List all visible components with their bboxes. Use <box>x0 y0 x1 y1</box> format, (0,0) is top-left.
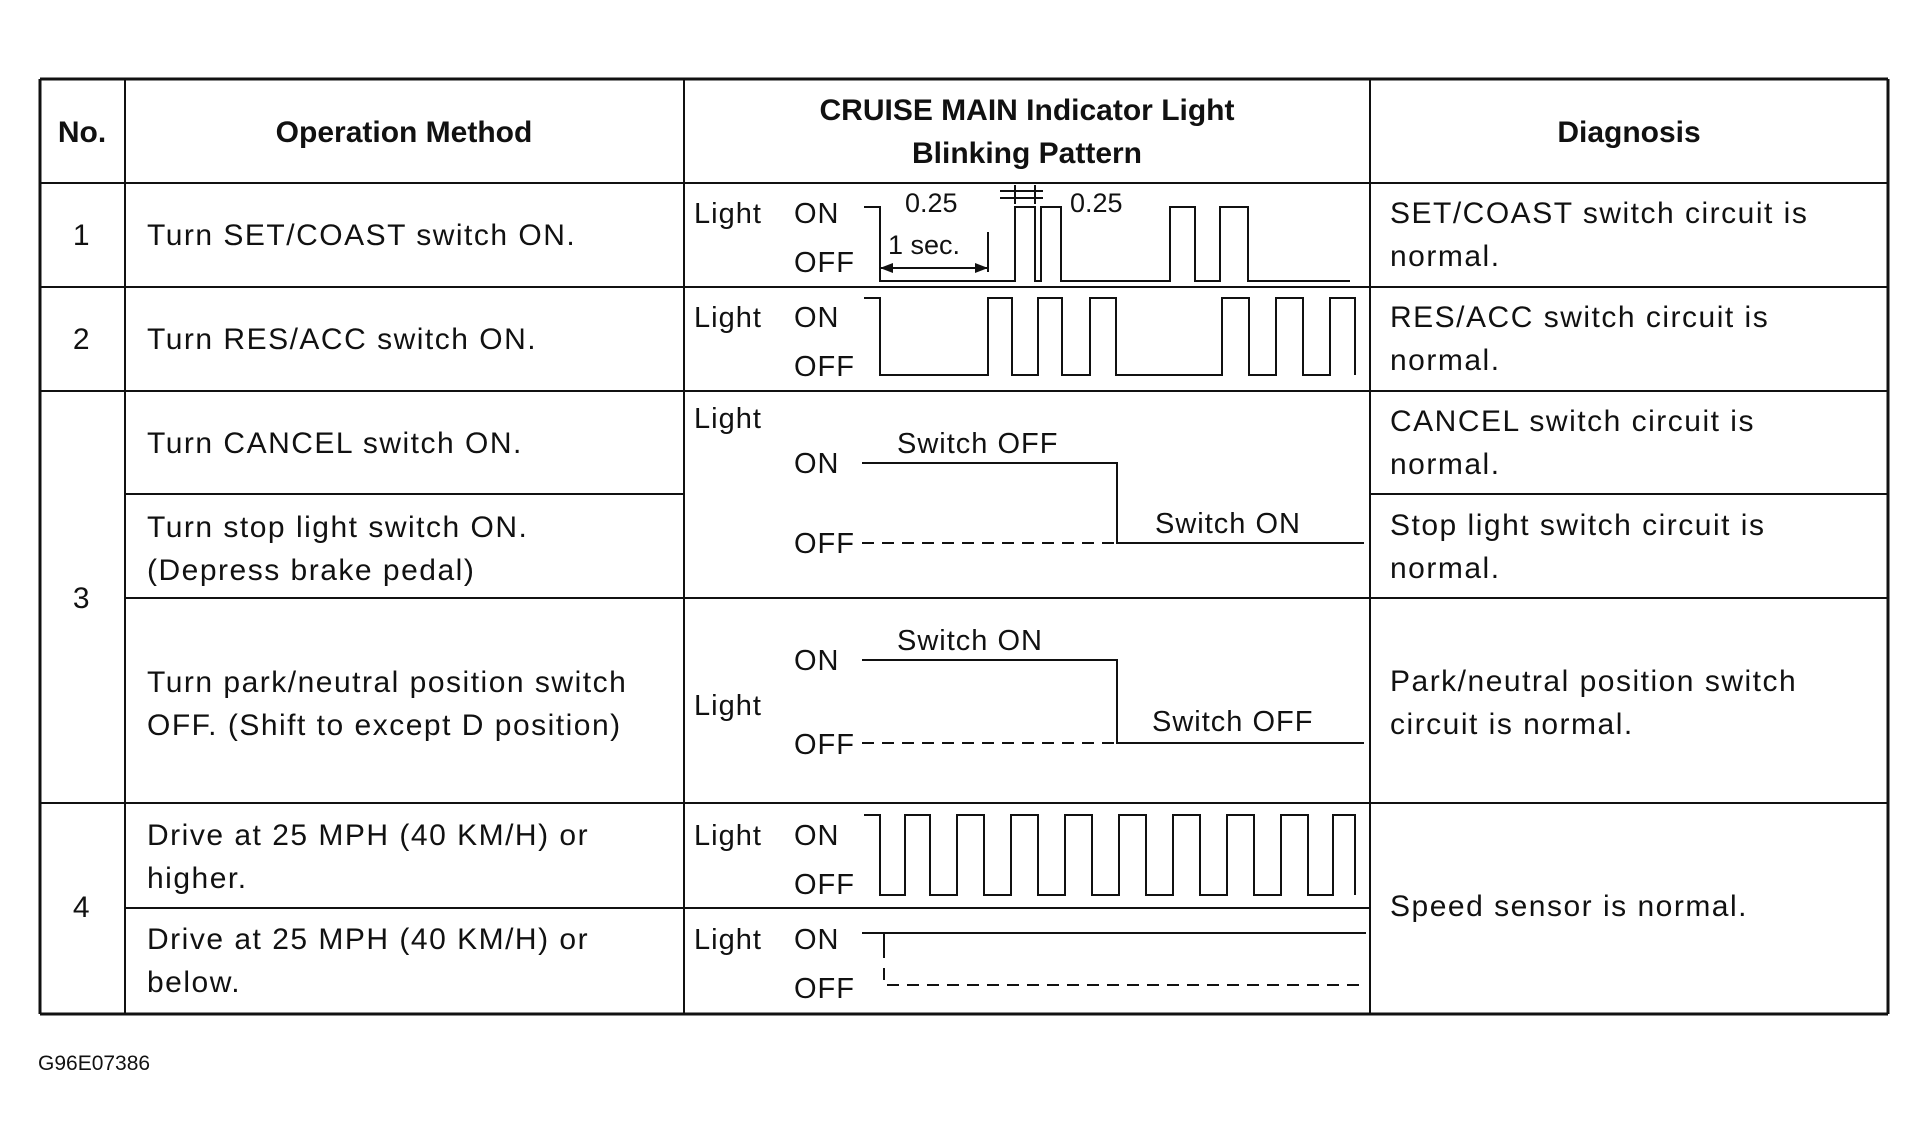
operation-text: Turn CANCEL switch ON. <box>147 427 523 460</box>
header-pattern-line2: Blinking Pattern <box>911 137 1143 170</box>
operation-text: (Depress brake pedal) <box>147 554 476 587</box>
diagnosis-text: circuit is normal. <box>1390 708 1634 741</box>
speed-pulse-waveform <box>864 815 1355 895</box>
off-time-label: 0.25 <box>1070 188 1123 218</box>
operation-text: Turn stop light switch ON. <box>147 511 529 544</box>
on-label: ON <box>794 302 840 334</box>
diagnosis-text: normal. <box>1390 240 1501 273</box>
operation-text: below. <box>147 966 242 999</box>
off-label: OFF <box>794 869 855 901</box>
switch-state-label: Switch ON <box>897 625 1043 657</box>
header-no: No. <box>57 116 107 149</box>
operation-text: Drive at 25 MPH (40 KM/H) or <box>147 923 590 956</box>
light-label: Light <box>694 403 762 435</box>
on-label: ON <box>794 645 840 677</box>
steady-waveform-dashed <box>884 968 1366 985</box>
header-diagnosis: Diagnosis <box>1557 116 1701 149</box>
on-label: ON <box>794 820 840 852</box>
diagnosis-text: normal. <box>1390 344 1501 377</box>
row-number: 4 <box>72 891 92 924</box>
on-label: ON <box>794 448 840 480</box>
off-label: OFF <box>794 351 855 383</box>
light-label: Light <box>694 924 762 956</box>
diagnosis-text: RES/ACC switch circuit is <box>1390 301 1770 334</box>
off-label: OFF <box>794 247 855 279</box>
diagnosis-text: normal. <box>1390 448 1501 481</box>
figure-id: G96E07386 <box>38 1052 151 1075</box>
diagnosis-text: normal. <box>1390 552 1501 585</box>
off-label: OFF <box>794 973 855 1005</box>
light-label: Light <box>694 820 762 852</box>
on-label: ON <box>794 924 840 956</box>
diagnosis-text: Park/neutral position switch <box>1390 665 1798 698</box>
row-number: 1 <box>72 219 92 252</box>
operation-text: Turn park/neutral position switch <box>147 666 628 699</box>
row-number: 2 <box>72 323 92 356</box>
diagnosis-text: CANCEL switch circuit is <box>1390 405 1755 438</box>
switch-state-label: Switch ON <box>1155 508 1301 540</box>
switch-state-label: Switch OFF <box>897 428 1059 460</box>
on-label: ON <box>794 198 840 230</box>
light-label: Light <box>694 198 762 230</box>
header-operation: Operation Method <box>275 116 533 149</box>
diagnosis-text: SET/COAST switch circuit is <box>1390 197 1809 230</box>
operation-text: Drive at 25 MPH (40 KM/H) or <box>147 819 590 852</box>
off-label: OFF <box>794 729 855 761</box>
off-label: OFF <box>794 528 855 560</box>
light-label: Light <box>694 302 762 334</box>
operation-text: Turn RES/ACC switch ON. <box>147 323 538 356</box>
blink-waveform-res-acc <box>864 298 1355 375</box>
light-label: Light <box>694 690 762 722</box>
row-number: 3 <box>72 582 92 615</box>
diagnosis-text: Speed sensor is normal. <box>1390 890 1748 923</box>
operation-text: Turn SET/COAST switch ON. <box>147 219 577 252</box>
diagnosis-text: Stop light switch circuit is <box>1390 509 1766 542</box>
on-time-label: 0.25 <box>905 188 958 218</box>
switch-state-label: Switch OFF <box>1152 706 1314 738</box>
period-label: 1 sec. <box>888 230 961 260</box>
operation-text: higher. <box>147 862 248 895</box>
operation-text: OFF. (Shift to except D position) <box>147 709 622 742</box>
header-pattern-line1: CRUISE MAIN Indicator Light <box>819 94 1235 127</box>
